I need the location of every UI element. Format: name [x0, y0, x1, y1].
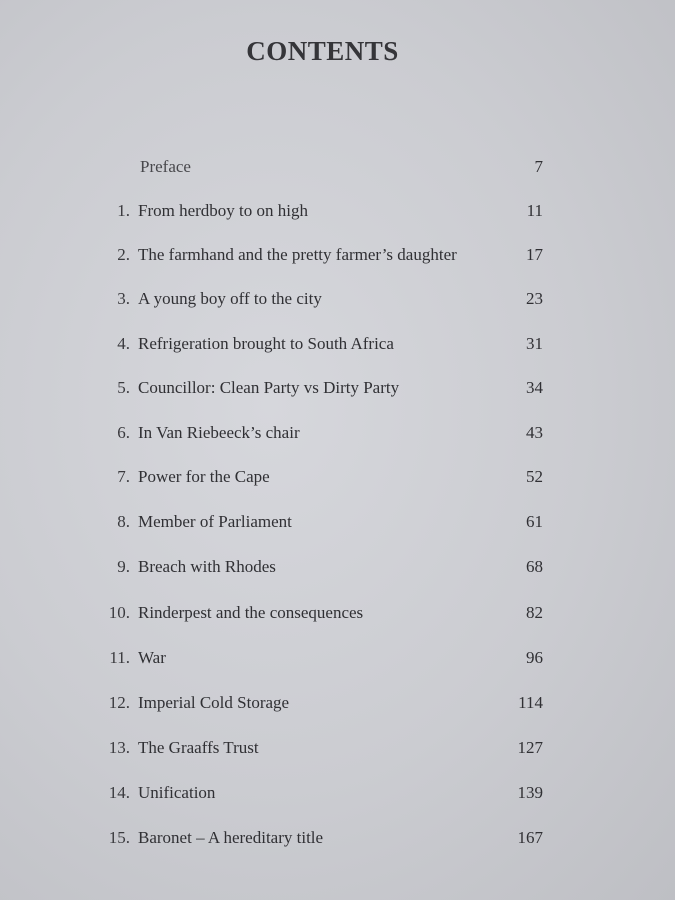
- toc-entry-page: 34: [526, 378, 543, 397]
- toc-entry-title: Refrigeration brought to South Africa: [138, 334, 394, 353]
- toc-entry-title: War: [138, 648, 166, 667]
- toc-entry-number: 4.: [117, 334, 130, 353]
- toc-entry-number: 5.: [117, 378, 130, 397]
- toc-entry-title: The farmhand and the pretty farmer’s daughter: [138, 245, 457, 264]
- toc-entry: [0, 550, 675, 584]
- toc-entry-number: 14.: [108, 783, 130, 802]
- toc-entry-page: 114: [518, 693, 543, 712]
- toc-entry-page: 11: [526, 201, 543, 220]
- toc-entry-title: Baronet – A hereditary title: [138, 828, 324, 847]
- toc-entry: [0, 776, 675, 810]
- toc-entry-number: 9.: [117, 557, 130, 576]
- toc-entry-page: 52: [526, 467, 543, 486]
- toc-entry-title: Unification: [138, 783, 216, 802]
- toc-entry-title: Preface: [140, 157, 191, 176]
- toc-entry: [0, 282, 675, 316]
- toc-entry-title: Imperial Cold Storage: [138, 693, 290, 712]
- toc-entry-page: 23: [526, 289, 543, 308]
- toc-entry-page: 127: [517, 738, 543, 757]
- toc-entry-title: Member of Parliament: [138, 512, 292, 531]
- toc-entry: [0, 731, 675, 765]
- toc-entry-number: 2.: [117, 245, 130, 264]
- page-title: CONTENTS: [246, 36, 399, 66]
- toc-entry: [0, 327, 675, 361]
- toc-entry: [0, 505, 675, 539]
- toc-entry: [0, 821, 675, 855]
- toc-entry: [0, 460, 675, 494]
- toc-entry-number: 11.: [109, 648, 130, 667]
- toc-entry: [0, 416, 675, 450]
- toc-entry-page: 167: [517, 828, 543, 847]
- toc-entry: [0, 371, 675, 405]
- toc-entry-title: Power for the Cape: [138, 467, 270, 486]
- toc-entry-page: 68: [526, 557, 543, 576]
- toc-entry-title: The Graaffs Trust: [138, 738, 259, 757]
- toc-entry-page: 17: [526, 245, 543, 264]
- toc-entry-number: 13.: [108, 738, 130, 757]
- toc-entry-title: Breach with Rhodes: [138, 557, 276, 576]
- toc-entry-page: 82: [526, 603, 543, 622]
- toc-entry-number: 8.: [117, 512, 130, 531]
- toc-entry-title: From herdboy to on high: [138, 201, 308, 220]
- toc-entry-page: 31: [526, 334, 543, 353]
- toc-entry: [0, 194, 675, 228]
- toc-entry: [0, 238, 675, 272]
- toc-entry-number: 12.: [108, 693, 130, 712]
- toc-entry-page: 61: [526, 512, 543, 531]
- toc-entry: [0, 686, 675, 720]
- toc-entry: [0, 641, 675, 675]
- toc-entry-title: Councillor: Clean Party vs Dirty Party: [138, 378, 400, 397]
- toc-entry-title: A young boy off to the city: [138, 289, 322, 308]
- toc-entry-number: 3.: [117, 289, 130, 308]
- toc-entry-page: 96: [526, 648, 543, 667]
- toc-entry-title: Rinderpest and the consequences: [138, 603, 364, 622]
- toc-entry-page: 43: [526, 423, 543, 442]
- toc-entry-number: 6.: [117, 423, 130, 442]
- toc-entry-preface: [0, 150, 675, 184]
- toc-entry: [0, 596, 675, 630]
- toc-entry-number: 7.: [117, 467, 130, 486]
- toc-entry-page: 7: [534, 157, 543, 176]
- toc-entry-number: 1.: [117, 201, 130, 220]
- toc-entry-number: 15.: [108, 828, 130, 847]
- toc-entry-page: 139: [517, 783, 543, 802]
- toc-entry-title: In Van Riebeeck’s chair: [138, 423, 300, 442]
- toc-entry-number: 10.: [108, 603, 130, 622]
